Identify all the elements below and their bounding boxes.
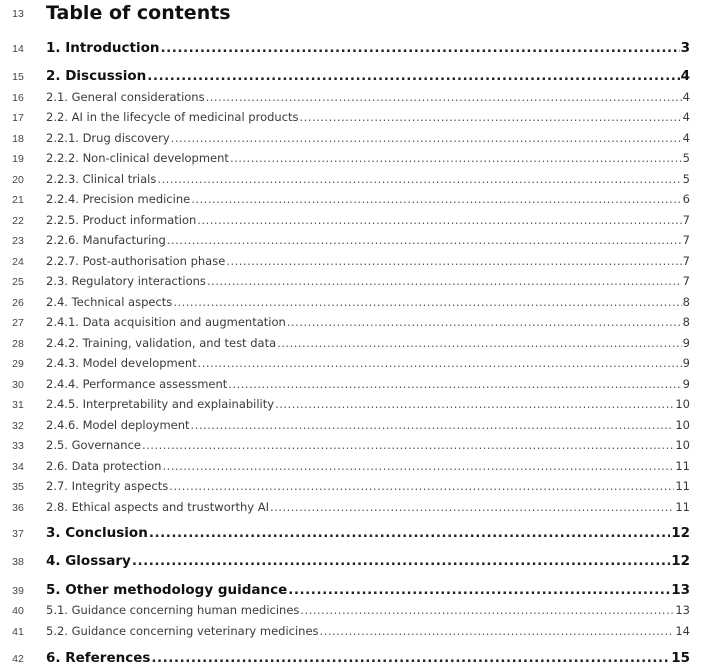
toc-entry[interactable] xyxy=(46,336,690,350)
toc-entry[interactable] xyxy=(46,438,690,452)
line-number: 20 xyxy=(12,174,24,186)
dot-leader xyxy=(277,336,682,350)
toc-entry-page-number: 14 xyxy=(675,624,690,638)
toc-entry-label: 2.2.4. Precision medicine xyxy=(46,192,191,206)
dot-leader xyxy=(162,459,674,473)
dot-leader xyxy=(270,500,674,514)
toc-entry[interactable] xyxy=(46,151,690,165)
toc-entry-page-number: 3 xyxy=(680,40,690,56)
toc-entry-label: 3. Conclusion xyxy=(46,525,148,541)
toc-entry-label: 2.2.7. Post-authorisation phase xyxy=(46,254,226,268)
dot-leader xyxy=(198,356,682,370)
line-number: 21 xyxy=(12,194,24,206)
dot-leader xyxy=(230,151,682,165)
dot-leader xyxy=(167,233,682,247)
toc-entry-page-number: 10 xyxy=(675,418,690,432)
toc-entry[interactable] xyxy=(46,131,690,145)
toc-entry-page-number: 4 xyxy=(682,90,690,104)
dot-leader xyxy=(275,397,674,411)
toc-entry-page-number: 12 xyxy=(671,553,690,569)
toc-entry[interactable] xyxy=(46,479,690,493)
toc-entry-page-number: 4 xyxy=(682,131,690,145)
toc-entry-label: 2.3. Regulatory interactions xyxy=(46,274,206,288)
toc-entry-page-number: 15 xyxy=(671,650,690,666)
toc-entry-label: 2.4. Technical aspects xyxy=(46,295,173,309)
line-number: 13 xyxy=(12,8,24,20)
line-number: 32 xyxy=(12,420,24,432)
toc-entry-page-number: 7 xyxy=(682,213,690,227)
line-number: 39 xyxy=(12,585,24,597)
line-number: 30 xyxy=(12,379,24,391)
toc-entry-label: 2.8. Ethical aspects and trustworthy AI xyxy=(46,500,269,514)
toc-entry-label: 2. Discussion xyxy=(46,68,147,84)
line-number: 29 xyxy=(12,358,24,370)
dot-leader xyxy=(288,582,670,598)
toc-entry-page-number: 13 xyxy=(671,582,690,598)
dot-leader xyxy=(157,172,681,186)
toc-entry-label: 2.2.5. Product information xyxy=(46,213,197,227)
toc-entry-label: 5.1. Guidance concerning human medicines xyxy=(46,603,300,617)
line-number: 35 xyxy=(12,481,24,493)
line-number: 16 xyxy=(12,92,24,104)
line-number: 19 xyxy=(12,153,24,165)
toc-entry-label: 2.1. General considerations xyxy=(46,90,205,104)
toc-entry-label: 2.2. AI in the lifecycle of medicinal products xyxy=(46,110,299,124)
toc-entry-page-number: 9 xyxy=(682,356,690,370)
dot-leader xyxy=(142,438,674,452)
toc-entry-page-number: 11 xyxy=(675,459,690,473)
toc-entry-label: 2.4.6. Model deployment xyxy=(46,418,190,432)
toc-entry[interactable] xyxy=(46,459,690,473)
toc-entry-label: 2.4.3. Model development xyxy=(46,356,197,370)
toc-entry-label: 2.4.4. Performance assessment xyxy=(46,377,228,391)
line-number: 41 xyxy=(12,626,24,638)
dot-leader xyxy=(173,295,681,309)
toc-entry-page-number: 4 xyxy=(680,68,690,84)
toc-entry[interactable] xyxy=(46,172,690,186)
dot-leader xyxy=(171,131,682,145)
toc-entry-label: 2.4.1. Data acquisition and augmentation xyxy=(46,315,286,329)
toc-entry-label: 2.2.2. Non-clinical development xyxy=(46,151,229,165)
toc-entry[interactable] xyxy=(46,315,690,329)
toc-entry-label: 2.5. Governance xyxy=(46,438,141,452)
line-number: 38 xyxy=(12,556,24,568)
line-number: 22 xyxy=(12,215,24,227)
toc-entry-label: 2.4.2. Training, validation, and test data xyxy=(46,336,277,350)
toc-entry-page-number: 10 xyxy=(675,438,690,452)
toc-entry[interactable] xyxy=(46,553,690,569)
dot-leader xyxy=(197,213,681,227)
line-number: 14 xyxy=(12,43,24,55)
toc-entry[interactable] xyxy=(46,274,690,288)
toc-entry-label: 1. Introduction xyxy=(46,40,160,56)
toc-entry-page-number: 9 xyxy=(682,377,690,391)
toc-entry[interactable] xyxy=(46,603,690,617)
line-number: 28 xyxy=(12,338,24,350)
dot-leader xyxy=(191,192,681,206)
line-number: 23 xyxy=(12,235,24,247)
toc-entry-label: 2.2.1. Drug discovery xyxy=(46,131,170,145)
line-number: 15 xyxy=(12,71,24,83)
line-number: 40 xyxy=(12,605,24,617)
toc-entry[interactable] xyxy=(46,377,690,391)
toc-entry-page-number: 7 xyxy=(682,274,690,288)
toc-entry[interactable] xyxy=(46,40,690,56)
toc-entry-page-number: 11 xyxy=(675,500,690,514)
dot-leader xyxy=(160,40,679,56)
dot-leader xyxy=(169,479,674,493)
toc-entry[interactable] xyxy=(46,192,690,206)
line-number: 36 xyxy=(12,502,24,514)
dot-leader xyxy=(191,418,675,432)
toc-entry-label: 5.2. Guidance concerning veterinary medicines xyxy=(46,624,319,638)
toc-entry-page-number: 6 xyxy=(682,192,690,206)
dot-leader xyxy=(207,274,682,288)
toc-entry[interactable] xyxy=(46,397,690,411)
page-title: Table of contents xyxy=(46,2,231,24)
dot-leader xyxy=(287,315,682,329)
toc-entry-label: 2.2.3. Clinical trials xyxy=(46,172,157,186)
toc-entry-page-number: 13 xyxy=(675,603,690,617)
toc-entry[interactable] xyxy=(46,90,690,104)
line-number: 42 xyxy=(12,653,24,665)
toc-entry[interactable] xyxy=(46,213,690,227)
dot-leader xyxy=(151,650,670,666)
toc-entry[interactable] xyxy=(46,624,690,638)
toc-entry[interactable] xyxy=(46,650,690,666)
line-number: 37 xyxy=(12,528,24,540)
dot-leader xyxy=(300,603,674,617)
line-number: 25 xyxy=(12,276,24,288)
toc-entry-page-number: 5 xyxy=(682,172,690,186)
dot-leader xyxy=(228,377,681,391)
toc-entry[interactable] xyxy=(46,295,690,309)
line-number: 24 xyxy=(12,256,24,268)
toc-entry-label: 2.2.6. Manufacturing xyxy=(46,233,166,247)
toc-entry-page-number: 4 xyxy=(682,110,690,124)
toc-entry[interactable] xyxy=(46,110,690,124)
toc-entry[interactable] xyxy=(46,233,690,247)
toc-entry[interactable] xyxy=(46,525,690,541)
dot-leader xyxy=(226,254,681,268)
dot-leader xyxy=(206,90,682,104)
toc-entry[interactable] xyxy=(46,500,690,514)
toc-entry-label: 2.6. Data protection xyxy=(46,459,162,473)
line-number: 17 xyxy=(12,112,24,124)
line-number: 31 xyxy=(12,399,24,411)
dot-leader xyxy=(132,553,670,569)
dot-leader xyxy=(147,68,679,84)
toc-entry-page-number: 11 xyxy=(675,479,690,493)
line-number: 26 xyxy=(12,297,24,309)
toc-entry-label: 6. References xyxy=(46,650,151,666)
dot-leader xyxy=(149,525,670,541)
toc-entry-label: 2.4.5. Interpretability and explainability xyxy=(46,397,275,411)
toc-entry[interactable] xyxy=(46,418,690,432)
line-number: 27 xyxy=(12,317,24,329)
toc-entry-label: 2.7. Integrity aspects xyxy=(46,479,169,493)
toc-entry-page-number: 9 xyxy=(682,336,690,350)
toc-entry-page-number: 8 xyxy=(682,295,690,309)
toc-entry-page-number: 7 xyxy=(682,254,690,268)
toc-entry-page-number: 8 xyxy=(682,315,690,329)
toc-entry[interactable] xyxy=(46,356,690,370)
toc-entry-page-number: 5 xyxy=(682,151,690,165)
toc-entry-page-number: 7 xyxy=(682,233,690,247)
line-number: 34 xyxy=(12,461,24,473)
line-number: 33 xyxy=(12,440,24,452)
toc-entry-label: 5. Other methodology guidance xyxy=(46,582,288,598)
dot-leader xyxy=(320,624,675,638)
dot-leader xyxy=(300,110,682,124)
toc-entry[interactable] xyxy=(46,68,690,84)
line-number: 18 xyxy=(12,133,24,145)
toc-entry[interactable] xyxy=(46,582,690,598)
toc-entry-label: 4. Glossary xyxy=(46,553,131,569)
toc-entry-page-number: 12 xyxy=(671,525,690,541)
toc-entry[interactable] xyxy=(46,254,690,268)
toc-entry-page-number: 10 xyxy=(675,397,690,411)
